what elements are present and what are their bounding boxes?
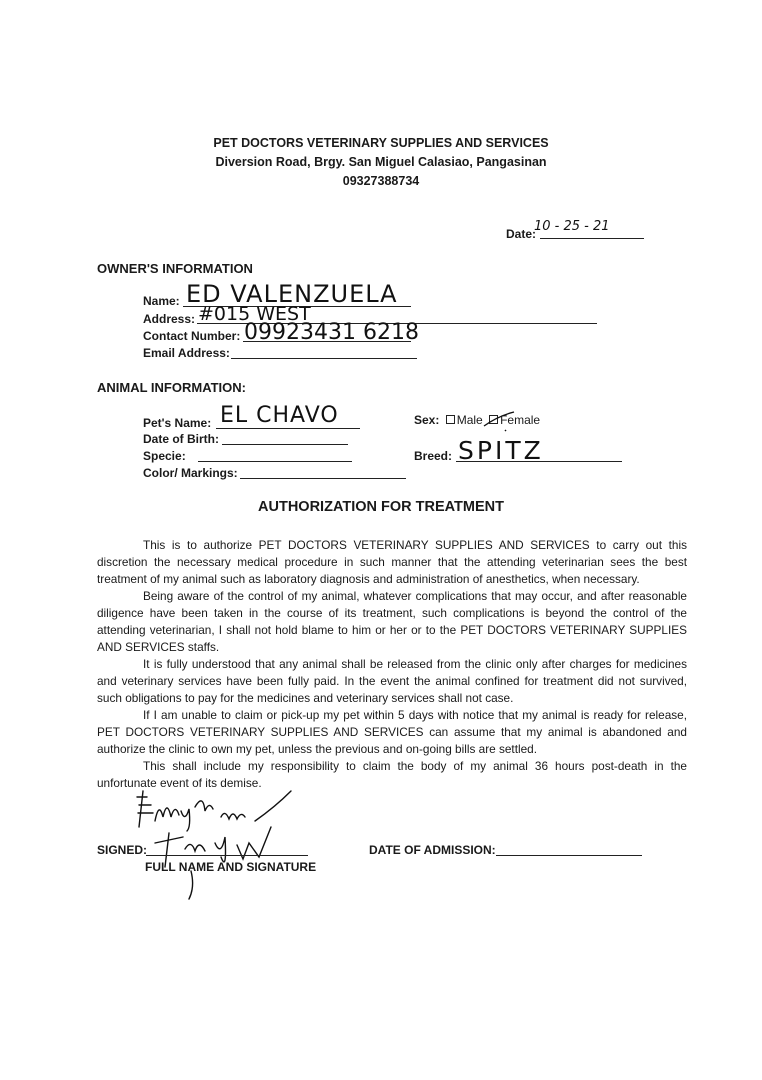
owner-contact-value[interactable]: 09923431 6218 (244, 320, 419, 345)
signature-line (146, 855, 308, 856)
paragraph-abandonment: If I am unable to claim or pick-up my pet within 5 days with notice that my animal is ready for release, PET DOCTORS VETERINARY SUPPLIES AND SERVICES can assume that my animal is abandoned and authorize the clinic to own my pet, unless the previous and on-going bills are settled. (97, 708, 687, 756)
breed-label: Breed: (414, 449, 453, 463)
paragraph-release: It is fully understood that any animal shall be released from the clinic only after charges for medicines and veterinary services have been fully paid. In the event the animal confined for treatment did not survived, such obligations to pay for the medicines and veterinary services shall not case. (97, 657, 687, 705)
female-option-label: Female (500, 413, 541, 427)
color-markings-line[interactable] (240, 478, 406, 479)
paragraph-post-death: This shall include my responsibility to claim the body of my animal 36 hours post-death in the unfortunate event of its demise. (97, 759, 687, 790)
female-check-mark (480, 410, 530, 434)
authorization-body (97, 537, 687, 792)
owner-email-line[interactable] (231, 358, 417, 359)
owner-contact-label: Contact Number: (143, 329, 241, 343)
animal-section-title: ANIMAL INFORMATION: (97, 380, 246, 395)
authorization-title: AUTHORIZATION FOR TREATMENT (258, 499, 504, 515)
male-checkbox[interactable] (446, 415, 455, 424)
male-option-label: Male (456, 413, 483, 427)
sex-label: Sex: (414, 413, 440, 427)
company-name: PET DOCTORS VETERINARY SUPPLIES AND SERVICES (213, 136, 549, 150)
owner-address-label: Address: (143, 312, 196, 326)
dob-line[interactable] (222, 444, 348, 445)
pet-name-line (216, 428, 360, 429)
pet-name-value[interactable]: EL CHAVO (220, 403, 339, 428)
color-markings-label: Color/ Markings: (143, 466, 238, 480)
company-address: Diversion Road, Brgy. San Miguel Calasiao, Pangasinan (215, 155, 547, 169)
date-label: Date: (506, 227, 537, 241)
signature-caption: FULL NAME AND SIGNATURE (145, 860, 317, 874)
specie-line[interactable] (198, 461, 352, 462)
breed-value[interactable]: SPITZ (458, 436, 544, 465)
date-of-admission-line[interactable] (496, 855, 642, 856)
pet-name-label: Pet's Name: (143, 416, 212, 430)
owner-email-label: Email Address: (143, 346, 230, 360)
date-value[interactable]: 10 - 25 - 21 (534, 219, 610, 234)
specie-label: Specie: (143, 449, 186, 463)
company-phone: 09327388734 (342, 174, 420, 188)
handwritten-signature (125, 787, 325, 907)
owner-name-value[interactable]: ED VALENZUELA (186, 280, 398, 308)
date-line (540, 238, 644, 239)
dob-label: Date of Birth: (143, 432, 219, 446)
owner-name-label: Name: (143, 294, 180, 308)
paragraph-authorize: This is to authorize PET DOCTORS VETERINARY SUPPLIES AND SERVICES to carry out this discretion the necessary medical procedure in such manner that the attending veterinarian sees the best treatment of my animal such as laboratory diagnosis and administration of anesthetics, when necessary. (97, 538, 687, 586)
paragraph-complications: Being aware of the control of my animal, whatever complications that may occur, and after reasonable diligence have been taken in the course of its treatment, such complications is beyond the control of the attending veterinarian, I shall not hold blame to him or her or to the PET DOCTORS VETERINARY SUPPLIES AND SERVICES staffs. (97, 589, 687, 654)
owner-address-value[interactable]: #015 WEST (198, 303, 311, 325)
owner-section-title: OWNER'S INFORMATION (97, 261, 253, 276)
signed-label: SIGNED: (97, 843, 148, 857)
date-of-admission-label: DATE OF ADMISSION: (369, 843, 496, 857)
